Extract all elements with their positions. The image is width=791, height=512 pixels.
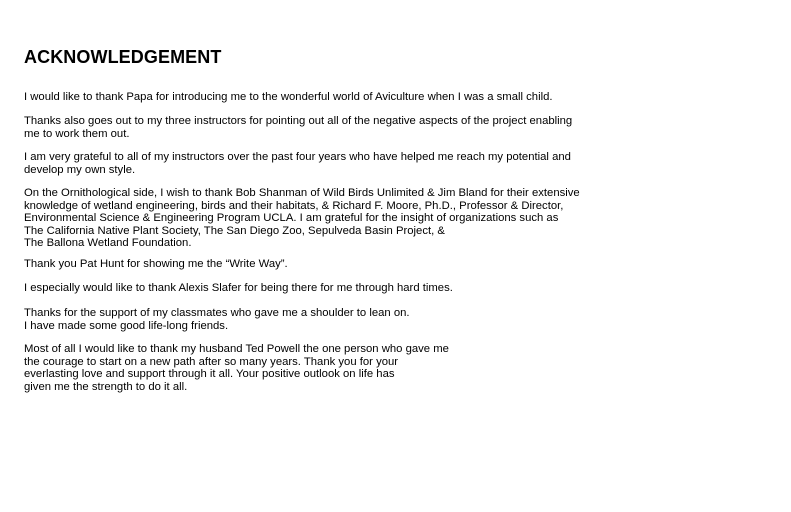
paragraph-line: On the Ornithological side, I wish to thank Bob Shanman of Wild Birds Unlimited & Jim Bland for their extensive bbox=[24, 187, 580, 199]
paragraph-alexis-slafer bbox=[24, 282, 453, 295]
paragraph-line: develop my own style. bbox=[24, 163, 136, 176]
paragraph-ornithological bbox=[24, 187, 580, 250]
paragraph-line: I have made some good life-long friends. bbox=[24, 319, 229, 332]
paragraph-line: I especially would like to thank Alexis Slafer for being there for me through hard times. bbox=[24, 282, 453, 294]
paragraph-line: I am very grateful to all of my instructors over the past four years who have helped me reach my potential and bbox=[24, 151, 571, 163]
paragraph-line: Thank you Pat Hunt for showing me the “Write Way”. bbox=[24, 258, 288, 270]
paragraph-line: given me the strength to do it all. bbox=[24, 380, 188, 393]
paragraph-husband bbox=[24, 343, 449, 393]
paragraph-line: Environmental Science & Engineering Program UCLA. I am grateful for the insight of organizations such as bbox=[24, 212, 559, 225]
paragraph-line: The Ballona Wetland Foundation. bbox=[24, 237, 192, 250]
paragraph-line: knowledge of wetland engineering, birds and their habitats, & Richard F. Moore, Ph.D., Professor & Director, bbox=[24, 199, 564, 212]
paragraph-line: Thanks also goes out to my three instructors for pointing out all of the negative aspects of the project enabling bbox=[24, 115, 573, 127]
paragraph-line: me to work them out. bbox=[24, 127, 130, 140]
paragraph-classmates bbox=[24, 307, 410, 332]
paragraph-pat-hunt bbox=[24, 258, 288, 271]
paragraph-line: Thanks for the support of my classmates who gave me a shoulder to lean on. bbox=[24, 307, 410, 319]
paragraph-line: Most of all I would like to thank my husband Ted Powell the one person who gave me bbox=[24, 343, 449, 355]
paragraph-instructors-all bbox=[24, 151, 571, 176]
paragraph-instructors-three bbox=[24, 115, 572, 140]
paragraph-papa bbox=[24, 91, 553, 104]
page-title: ACKNOWLEDGEMENT bbox=[24, 47, 222, 67]
paragraph-line: the courage to start on a new path after so many years. Thank you for your bbox=[24, 355, 399, 368]
paragraph-line: everlasting love and support through it all. Your positive outlook on life has bbox=[24, 368, 395, 381]
paragraph-line: The California Native Plant Society, The San Diego Zoo, Sepulveda Basin Project, & bbox=[24, 224, 445, 237]
paragraph-line: I would like to thank Papa for introducing me to the wonderful world of Aviculture when I was a small child. bbox=[24, 91, 553, 103]
